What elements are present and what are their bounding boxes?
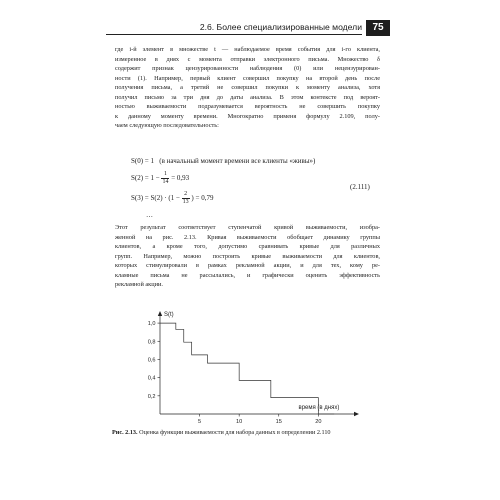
survival-chart [130,300,370,430]
text-line: получил письмо за три дня до даты анализа. В этом контексте под вероят- [115,93,380,101]
fraction-numerator: 2 [182,191,190,199]
page-number: 75 [366,20,390,36]
y-axis-label: S(t) [164,312,174,318]
text-line: рекламной акции. [115,281,163,289]
formula-rhs: = 0,93 [171,174,190,183]
running-header [106,22,390,36]
formula-lhs: S(3) = S(2) · (1 − [131,194,180,203]
caption-label: Рис. 2.13. [112,429,138,436]
text-line: Этот результат соответствует ступенчатой кривой выживаемости, изобра- [115,224,380,231]
y-tick-label: 1,0 [147,321,156,328]
x-tick-label: 5 [198,419,202,425]
header-title: 2.6. Более специализированные модели [199,22,362,32]
y-axis-arrow [158,311,162,316]
formula-rhs: ) = 0,79 [191,194,214,203]
y-tick-label: 0,6 [147,357,156,364]
formula-line-3 [131,191,213,206]
text-line: получения письма, а третий не совершил покупки к моменту анализа, хотя [115,84,380,92]
text-line: которых стимулировали в рамках рекламной акции, и для тех, кому ре- [115,262,380,270]
fraction-denominator: 14 [162,179,169,185]
paragraph-2 [115,223,380,290]
formula-note: (в начальный момент времени все клиенты «живы») [159,157,316,165]
text-line: измеренное в днях с момента отправки электронного письма. Множество δ [115,55,380,63]
formula-fraction [161,171,169,186]
text-line: содержит признак цензурированности наблюдения (0) или нецензурирован- [115,65,380,73]
text-line: клиентов, а кроме того, допустимо сравнивать кривые для различных [115,243,380,251]
paragraph-1 [115,45,380,131]
text-line: ностью выживаемости подразумевается вероятность не совершить покупку [115,103,380,111]
text-line: к данному моменту времени. Многократно применя формулу 2.109, полу- [115,112,380,120]
text-line: женной на рис. 2.13. Кривая выживаемости обобщает динамику группы [115,233,380,241]
formula-line-2 [131,171,189,186]
formula-fraction [182,191,190,206]
equation-number: (2.111) [350,183,370,191]
formula-line-1 [131,157,315,165]
formula-ellipsis: … [146,211,153,219]
formula-lhs: S(0) = 1 [131,157,155,165]
text-line: групп. Например, можно построить кривые выживаемости для клиентов, [115,252,380,260]
y-tick-label: 0,8 [147,339,156,346]
x-tick-label: 10 [236,419,243,425]
text-line: где i-й элемент в множестве t — наблюдаемое время события для i-го клиента, [115,46,380,53]
x-axis-arrow [354,412,359,416]
y-tick-label: 0,2 [147,393,156,400]
fraction-numerator: 1 [161,171,169,179]
fraction-denominator: 13 [182,199,189,205]
x-tick-label: 15 [275,419,282,425]
figure-caption [112,429,392,436]
x-tick-label: 20 [315,419,322,425]
text-line: чаем следующую последовательность: [115,122,219,130]
caption-text: Оценка функции выживаемости для набора данных в определении 2.110 [139,429,331,436]
header-rule [106,34,362,35]
survival-step-line [160,323,334,414]
formula-lhs: S(2) = 1 − [131,174,160,183]
x-axis-label: время (в днях) [298,405,340,411]
text-line: кламные письма не рассылались, и графически оценить эффективность [115,271,380,279]
y-tick-label: 0,4 [147,375,156,382]
text-line: ности (1). Например, первый клиент совершил покупку на второй день после [115,74,380,82]
